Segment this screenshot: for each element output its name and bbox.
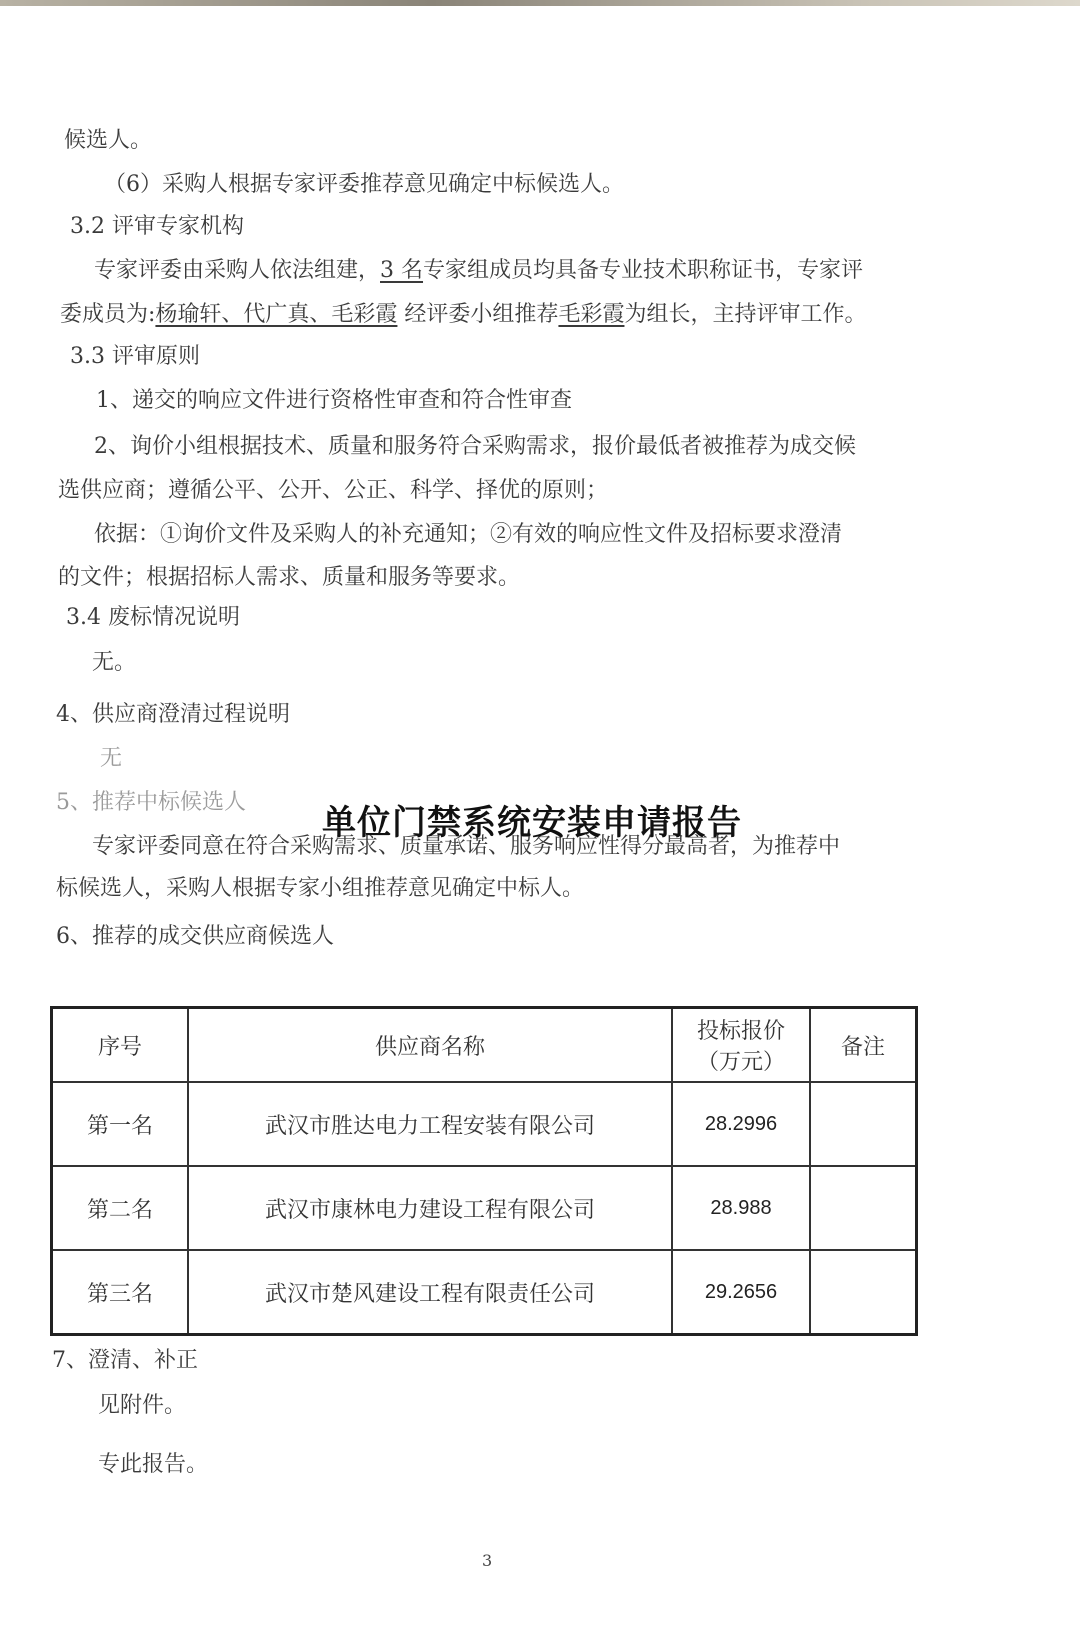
text-line: 的文件；根据招标人需求、质量和服务等要求。 xyxy=(58,565,521,590)
header-price-unit: （万元） xyxy=(696,1050,785,1075)
note-cell xyxy=(810,1250,917,1335)
text-line: 依据：①询价文件及采购人的补充通知；②有效的响应性文件及招标要求澄清 xyxy=(94,522,843,547)
rank-cell: 第二名 xyxy=(52,1166,189,1250)
candidate-table xyxy=(50,1006,918,1336)
text-segment: 专家组成员均具备专业技术职称证书，专家评 xyxy=(423,258,864,283)
text-segment: 经评委小组推荐 xyxy=(397,302,559,327)
supplier-cell: 武汉市胜达电力工程安装有限公司 xyxy=(188,1082,672,1166)
text-line xyxy=(60,300,866,330)
text-line: 2、询价小组根据技术、质量和服务符合采购需求，报价最低者被推荐为成交候 xyxy=(94,434,856,459)
section-heading-3-3: 3.3 评审原则 xyxy=(70,344,200,369)
text-line xyxy=(94,256,863,286)
section-heading-3-4: 3.4 废标情况说明 xyxy=(66,605,240,630)
text-line: 无。 xyxy=(92,650,137,675)
table-header-row xyxy=(52,1008,917,1083)
note-cell xyxy=(810,1166,917,1250)
table-row xyxy=(52,1166,917,1250)
text-line: 1、递交的响应文件进行资格性审查和符合性审查 xyxy=(96,388,572,413)
page-number: 3 xyxy=(482,1551,493,1570)
text-line: 选供应商；遵循公平、公开、公正、科学、择优的原则； xyxy=(58,478,609,503)
table-row xyxy=(52,1250,917,1335)
text-line: 候选人。 xyxy=(64,128,153,153)
group-leader: 毛彩霞 xyxy=(558,302,625,327)
text-line: 见附件。 xyxy=(98,1393,187,1418)
table-row xyxy=(52,1082,917,1166)
paper-top-edge xyxy=(0,0,1080,6)
expert-count: 3 名 xyxy=(380,258,424,283)
rank-cell: 第三名 xyxy=(52,1250,189,1335)
rank-cell: 第一名 xyxy=(52,1082,189,1166)
section-heading-7: 7、澄清、补正 xyxy=(52,1348,198,1373)
section-heading-5: 5、推荐中标候选人 xyxy=(56,790,246,815)
header-note: 备注 xyxy=(810,1008,917,1083)
text-line: 标候选人，采购人根据专家小组推荐意见确定中标人。 xyxy=(56,876,585,901)
supplier-cell: 武汉市康林电力建设工程有限公司 xyxy=(188,1166,672,1250)
price-cell: 28.2996 xyxy=(672,1082,810,1166)
text-segment: 为组长，主持评审工作。 xyxy=(624,302,867,327)
text-segment: 专家评委由采购人依法组建， xyxy=(94,258,381,283)
expert-names: 杨瑜轩、代广真、毛彩霞 xyxy=(155,302,398,327)
text-line: 专家评委同意在符合采购需求、质量承诺、服务响应性得分最高者，为推荐中 xyxy=(92,834,841,859)
section-heading-4: 4、供应商澄清过程说明 xyxy=(56,702,290,727)
header-rank: 序号 xyxy=(52,1008,189,1083)
price-cell: 29.2656 xyxy=(672,1250,810,1335)
header-price xyxy=(672,1008,810,1083)
section-heading-3-2: 3.2 评审专家机构 xyxy=(70,214,244,239)
section-heading-6: 6、推荐的成交供应商候选人 xyxy=(56,924,334,949)
header-supplier: 供应商名称 xyxy=(188,1008,672,1083)
note-cell xyxy=(810,1082,917,1166)
text-line: （6）采购人根据专家评委推荐意见确定中标候选人。 xyxy=(104,172,624,197)
text-segment: 委成员为: xyxy=(60,302,156,327)
supplier-cell: 武汉市楚风建设工程有限责任公司 xyxy=(188,1250,672,1335)
overlay-title: 单位门禁系统安装申请报告 xyxy=(322,803,742,843)
price-cell: 28.988 xyxy=(672,1166,810,1250)
text-line: 无 xyxy=(100,746,123,771)
header-price-label: 投标报价 xyxy=(696,1019,785,1044)
text-line: 专此报告。 xyxy=(98,1452,209,1477)
